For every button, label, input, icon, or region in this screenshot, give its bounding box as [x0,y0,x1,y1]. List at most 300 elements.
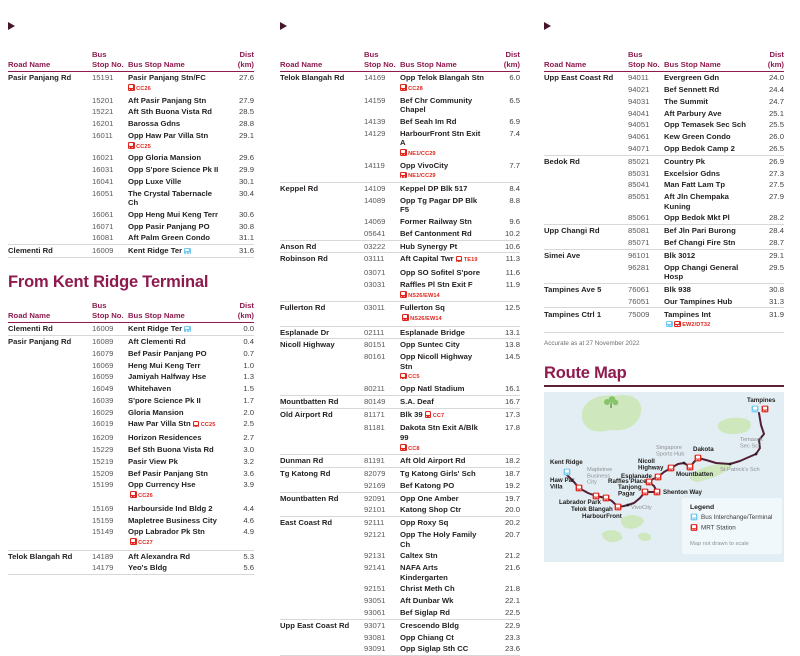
table-row [8,514,254,526]
stop-badges [130,490,155,499]
stop-badges [400,84,486,94]
table-row [8,383,254,395]
table-row [280,182,520,195]
bus-stop-no-cell: 14089 [364,195,386,205]
table-row [280,228,520,240]
table-row [280,301,520,325]
dist-cell: 13.1 [505,327,520,337]
dist-cell: 30.4 [239,188,254,198]
bus-stop-no-cell: 16019 [92,419,114,429]
table-row [544,96,784,108]
bus-stop-name-text: Aft Jln Chempaka Kuning [664,192,729,211]
bus-stop-name-cell [128,324,224,334]
bus-stop-no-cell: 93061 [364,608,386,618]
column-2 [280,8,520,656]
bus-stop-no-cell: 94061 [628,132,650,142]
bus-stop-name-cell [400,584,490,594]
bus-stop-name-cell [400,551,490,561]
table-row [8,232,254,244]
bus-stop-name-text: Opp Pasir Panjang PO [128,221,210,231]
bus-stop-no-cell: 76061 [628,284,650,294]
bus-stop-name-text: Opp One Amber [400,493,459,503]
bus-stop-name-text: Blk 3012 [664,250,696,260]
col-header-dist: Dist (km) [237,50,254,69]
bus-stop-no-cell: 81181 [364,423,385,433]
dist-cell: 26.0 [769,132,784,142]
bus-stop-no-cell: 15201 [92,95,114,105]
col-header-road-name: Road Name [8,59,51,69]
route-stop-dot [627,504,630,507]
legend-label: MRT Station [701,525,736,533]
bus-stop-name-text: Opp Nicoll Highway Stn [400,352,473,371]
bus-stop-name-cell [400,530,490,549]
bus-stop-no-cell: 93091 [364,644,386,654]
dist-cell: 28.8 [239,119,254,129]
bus-stop-no-cell: 92169 [364,480,386,490]
road-name-cell: Tampines Ave 5 [544,284,602,294]
route-map-canvas [544,392,784,562]
dist-cell: 11.3 [505,254,520,264]
bus-stop-name-text: Horizon Residences [128,433,202,443]
bus-stop-no-cell: 85031 [628,168,650,178]
table-row [8,444,254,456]
table-row [544,131,784,143]
road-name-cell: Dunman Rd [280,456,324,466]
dist-cell: 25.1 [769,108,784,118]
stop-badges [402,313,444,322]
table-row [544,179,784,191]
bus-stop-no-cell: 15219 [92,456,114,466]
stop-badges [130,537,155,546]
map-label: Mapletree [587,467,613,474]
table-row [280,279,520,301]
mrt-line-code: NS26/EW14 [410,315,442,322]
bus-stop-name-cell [400,518,490,528]
table-row [280,504,520,516]
table-row [8,562,254,574]
bus-stop-name-text: Opp Roxy Sq [400,518,449,528]
bus-stop-name-cell [400,384,490,394]
bus-stop-name-cell [664,263,754,282]
bus-stop-name-text: Aft Palm Green Condo [128,233,211,243]
bus-stop-name-cell [400,117,490,127]
table-header [544,50,784,72]
bus-stop-no-cell: 05641 [364,228,386,238]
table-row [8,456,254,468]
table-row [280,480,520,492]
mrt-station-icon [687,464,694,471]
bus-stop-name-text: Opp Heng Mui Keng Terr [128,209,218,219]
dist-cell: 11.6 [505,268,520,278]
table-row [8,418,254,432]
dist-cell: 19.2 [505,480,520,490]
bus-stop-name-text: Former Railway Stn [400,217,472,227]
mrt-station-icon [655,474,662,481]
dist-cell: 4.9 [243,527,254,537]
bus-stop-name-cell [664,169,754,179]
dist-cell: 27.5 [769,180,784,190]
bus-stop-name-cell [400,280,490,300]
bus-stop-name-cell [400,563,490,582]
dist-cell: 30.6 [239,209,254,219]
bus-stop-no-cell: 93051 [364,596,386,606]
table-row [8,371,254,383]
bus-stop-name-text: Pasir Panjang Stn/FC [128,73,206,83]
bus-stop-name-text: Pasir View Pk [128,456,178,466]
bus-stop-name-cell [128,408,224,418]
dist-cell: 3.2 [243,456,254,466]
bus-stop-no-cell: 16059 [92,372,114,382]
dist-cell: 27.9 [239,95,254,105]
road-name-cell: Mountbatten Rd [280,493,339,503]
dist-cell: 12.5 [505,303,520,313]
bus-stop-no-cell: 94011 [628,73,649,83]
table-row [280,492,520,505]
road-name-cell: Clementi Rd [8,324,53,334]
dist-cell: 23.6 [505,644,520,654]
table-row [280,550,520,562]
dist-cell: 20.2 [505,518,520,528]
table-row [8,118,254,130]
table-row [280,422,520,454]
table-row [544,72,784,84]
route-stop-dot [683,462,686,465]
dist-cell: 30.1 [239,176,254,186]
table-row [544,119,784,131]
bus-stop-no-cell: 16209 [92,433,114,443]
bus-stop-no-cell: 92101 [364,505,386,515]
bus-stop-name-cell [664,285,754,295]
bus-stop-name-text: Opp Temasek Sec Sch [664,120,746,130]
table-row [544,155,784,168]
mrt-station-icon [400,291,407,298]
bus-stop-name-text: Haw Par Villa Stn [128,419,191,429]
mrt-line-code: CC5 [408,374,420,381]
bus-stop-name-text: Country Pk [664,156,706,166]
bus-stop-name-cell [128,445,224,455]
bus-stop-name-cell [400,184,490,194]
col-header-road-name: Road Name [8,310,51,320]
map-label: Tanjong [618,484,642,492]
bus-stop-name-text: Opp S'pore Science Pk II [128,164,219,174]
bus-stop-no-cell: 15169 [92,503,114,513]
table-row [280,595,520,607]
map-label: HarbourFront [582,513,622,521]
dist-cell: 29.6 [239,153,254,163]
table-row [280,583,520,595]
road-name-cell: Clementi Rd [8,246,53,256]
mrt-station-icon [128,84,135,91]
mrt-line-code: CC26 [138,492,153,499]
mrt-station-icon [400,444,407,451]
mrt-station-icon [425,411,432,418]
bus-stop-no-cell: 16201 [92,119,114,129]
bus-stop-name-cell [128,396,224,406]
table-row [280,467,520,480]
bus-stop-name-cell [128,419,224,431]
bus-stop-name-cell [400,596,490,606]
bus-stop-name-text: Katong Shop Ctr [400,505,462,515]
bus-stop-name-cell [128,73,224,93]
table-row [280,454,520,467]
bus-stop-name-text: Blk 938 [664,284,691,294]
mrt-station-icon [691,524,698,531]
bus-stop-name-cell [664,310,754,331]
bus-stop-name-text: Opp Currency Hse [128,480,196,490]
map-label: Temasek [740,437,763,444]
bus-stop-name-text: Opp Bedok Mkt Pl [664,213,730,223]
table-row [544,143,784,155]
dist-cell: 20.7 [505,529,520,539]
bus-stop-no-cell: 15221 [92,107,114,117]
dist-cell: 3.0 [243,445,254,455]
table-row [8,187,254,208]
bus-stop-name-cell [128,233,224,243]
bus-interchange-icon [691,514,698,521]
route-table-from-kent-ridge-3 [544,50,784,333]
bus-interchange-icon [752,406,759,413]
table-header [8,301,254,323]
dist-cell: 28.4 [769,226,784,236]
bus-stop-no-cell: 16071 [92,221,114,231]
bus-stop-no-cell: 93071 [364,620,386,630]
road-name-cell: Fullerton Rd [280,303,326,313]
map-label: Raffles Place [608,478,647,486]
dist-cell: 26.5 [769,143,784,153]
table-row [8,359,254,371]
table-row [280,72,520,94]
mrt-line-code: CC25 [136,143,151,150]
table-row [8,503,254,515]
bus-stop-no-cell: 14139 [364,116,386,126]
mrt-station-icon [654,489,661,496]
map-label: Telok Blangah [571,506,613,514]
bus-stop-name-cell [128,516,224,526]
bus-stop-name-text: Opp VivoCity [400,160,449,170]
bus-stop-no-cell: 15199 [92,480,114,490]
table-row [280,383,520,395]
stop-badges [400,171,486,181]
table-row [544,224,784,237]
bus-stop-no-cell: 80161 [364,352,386,362]
bus-stop-name-text: Kent Ridge Ter [128,246,183,256]
bus-stop-name-text: Aft Parbury Ave [664,108,722,118]
bus-stop-name-cell [400,229,490,239]
bus-stop-name-cell [400,621,490,631]
bus-stop-name-text: Aft Clementi Rd [128,337,186,346]
dist-cell: 31.3 [769,296,784,306]
col-header-dist: Dist (km) [767,50,784,69]
map-label: Sec Sch [740,443,762,450]
table-row [280,643,520,655]
road-name-cell: Esplanade Dr [280,327,330,337]
bus-stop-no-cell: 92151 [364,584,386,594]
bus-stop-name-cell [128,469,224,479]
section-heading-from-kent-ridge: From Kent Ridge Terminal [8,272,209,291]
dist-cell: 5.3 [243,551,254,561]
section-marker-icon [280,22,287,30]
mrt-station-icon [615,504,622,511]
table-row [8,106,254,118]
column-1 [8,8,254,656]
bus-stop-no-cell: 96101 [628,250,650,260]
bus-stop-no-cell: 80151 [364,340,386,350]
road-name-cell: East Coast Rd [280,518,333,528]
bus-stop-no-cell: 92141 [364,563,386,573]
bus-stop-no-cell: 14069 [364,217,386,227]
table-row [280,252,520,267]
dist-cell: 26.9 [769,156,784,166]
bus-stop-name-cell [128,563,224,573]
col-header-bus-stop-name: Bus Stop Name [400,59,457,69]
bus-stop-no-cell: 94051 [628,120,650,130]
bus-stop-name-text: Jamiyah Halfway Hse [128,372,207,382]
mrt-line-code: CC26 [136,85,151,92]
bus-stop-name-text: Bef Pasir Panjang PO [128,348,207,358]
bus-stop-name-cell [400,644,490,654]
dist-cell: 1.0 [243,360,254,370]
bus-stop-name-text: Kent Ridge Ter [128,324,183,334]
bus-stop-no-cell: 16069 [92,360,114,370]
bus-stop-name-cell [400,633,490,643]
bus-stop-name-text: Tg Katong Girls' Sch [400,469,476,479]
bus-stop-name-text: Bef Siglap Rd [400,608,450,618]
mrt-station-icon [674,321,681,328]
dist-cell: 29.9 [239,164,254,174]
table-row [280,516,520,529]
mrt-station-icon [456,256,463,263]
bus-stop-no-cell: 15149 [92,527,114,537]
bus-stop-no-cell: 03222 [364,241,386,251]
bus-stop-no-cell: 03071 [364,268,386,278]
dist-cell: 31.1 [239,233,254,243]
dist-cell: 8.8 [509,195,520,205]
table-row [280,195,520,216]
bus-stop-no-cell: 14169 [364,73,386,83]
road-name-cell: Pasir Panjang Rd [8,73,72,83]
table-row [280,529,520,550]
bus-stop-name-text: Excelsior Gdns [664,168,720,178]
bus-stop-no-cell: 16011 [92,130,113,140]
bus-stop-name-text: Opp Suntec City [400,340,460,350]
table-row [8,176,254,188]
stop-badges [400,444,486,454]
bus-stop-name-text: Mapletree Business City [128,515,217,525]
dist-cell: 30.8 [239,221,254,231]
bus-stop-name-cell [128,210,224,220]
road-name-cell: Anson Rd [280,241,317,251]
bus-stop-no-cell: 85061 [628,213,650,223]
road-name-cell: Upp East Coast Rd [544,73,614,83]
road-name-cell: Mountbatten Rd [280,396,339,406]
map-label: Kent Ridge [550,459,583,467]
bus-stop-no-cell: 16079 [92,348,114,358]
route-map [544,392,784,567]
bus-stop-name-text: Barossa Gdns [128,119,181,129]
bus-stop-name-text: Dakota Stn Exit A/Blk 99 [400,423,478,442]
bus-stop-name-cell [400,410,490,422]
bus-stop-name-cell [664,180,754,190]
bus-stop-name-text: Crescendo Bldg [400,620,459,630]
mrt-line-code: CC27 [138,539,153,546]
route-stop-dot [729,463,732,466]
dist-cell: 31.9 [769,309,784,319]
dist-cell: 27.6 [239,73,254,83]
bus-stop-name-cell [400,481,490,491]
bus-stop-name-text: Kew Green Condo [664,132,731,142]
bus-stop-name-text: Bef Seah Im Rd [400,116,457,126]
bus-stop-name-text: Christ Meth Ch [400,584,455,594]
bus-stop-name-text: Harbourside Ind Bldg 2 [128,503,213,513]
bus-stop-name-text: Bef Pasir Panjang Stn [128,468,208,478]
bus-stop-name-text: The Crystal Tabernacle Ch [128,188,213,208]
table-row [544,84,784,96]
dist-cell: 14.5 [505,352,520,362]
map-scale-note: Map not drawn to scale [690,541,749,548]
mrt-station-icon [193,421,200,428]
bus-stop-name-cell [664,192,754,211]
table-row [280,128,520,160]
bus-stop-name-cell [400,73,490,93]
col-header-dist: Dist (km) [237,300,254,320]
bus-stop-no-cell: 85071 [628,238,650,248]
dist-cell: 24.7 [769,96,784,106]
table-row [8,395,254,407]
bus-stop-no-cell: 02111 [364,327,385,337]
bus-stop-name-cell [400,254,490,266]
bus-stop-name-cell [128,107,224,117]
table-row [8,348,254,360]
dist-cell: 10.2 [505,228,520,238]
stop-badges [128,142,220,152]
bus-stop-name-text: Bef Jln Pari Burong [664,226,736,236]
dist-cell: 17.3 [505,409,520,419]
map-label: Business [587,473,611,480]
bus-stop-name-cell [400,423,490,453]
table-row [544,167,784,179]
col-header-bus-stop-no: Bus Stop No. [628,50,660,69]
dist-cell: 28.2 [769,213,784,223]
bus-stop-name-cell [128,480,224,501]
stop-badges [193,419,218,428]
dist-cell: 18.7 [505,469,520,479]
route-table-from-kent-ridge-1 [8,301,254,575]
table-row [8,244,254,257]
dist-cell: 1.3 [243,372,254,382]
mrt-station-icon [400,149,407,156]
table-row [544,237,784,249]
table-row [280,326,520,339]
mrt-station-icon [400,84,407,91]
dist-cell: 2.0 [243,407,254,417]
section-marker-icon [544,22,551,30]
map-label: Sports Hub [656,451,685,458]
bus-stop-name-cell [400,340,490,350]
bus-stop-name-cell [664,238,754,248]
bus-stop-name-cell [128,527,224,548]
table-row [8,323,254,335]
bus-stop-name-text: Bef Sennett Rd [664,85,720,95]
route-table-to-pasir-panjang-cont [8,50,254,258]
table-row [8,479,254,502]
bus-stop-name-cell [128,119,224,129]
table-row [280,116,520,128]
table-row [544,108,784,120]
bus-stop-name-cell [128,96,224,106]
bus-stop-name-text: Aft Pasir Panjang Stn [128,95,207,105]
bus-stop-no-cell: 14119 [364,160,385,170]
stop-badges [666,319,712,328]
